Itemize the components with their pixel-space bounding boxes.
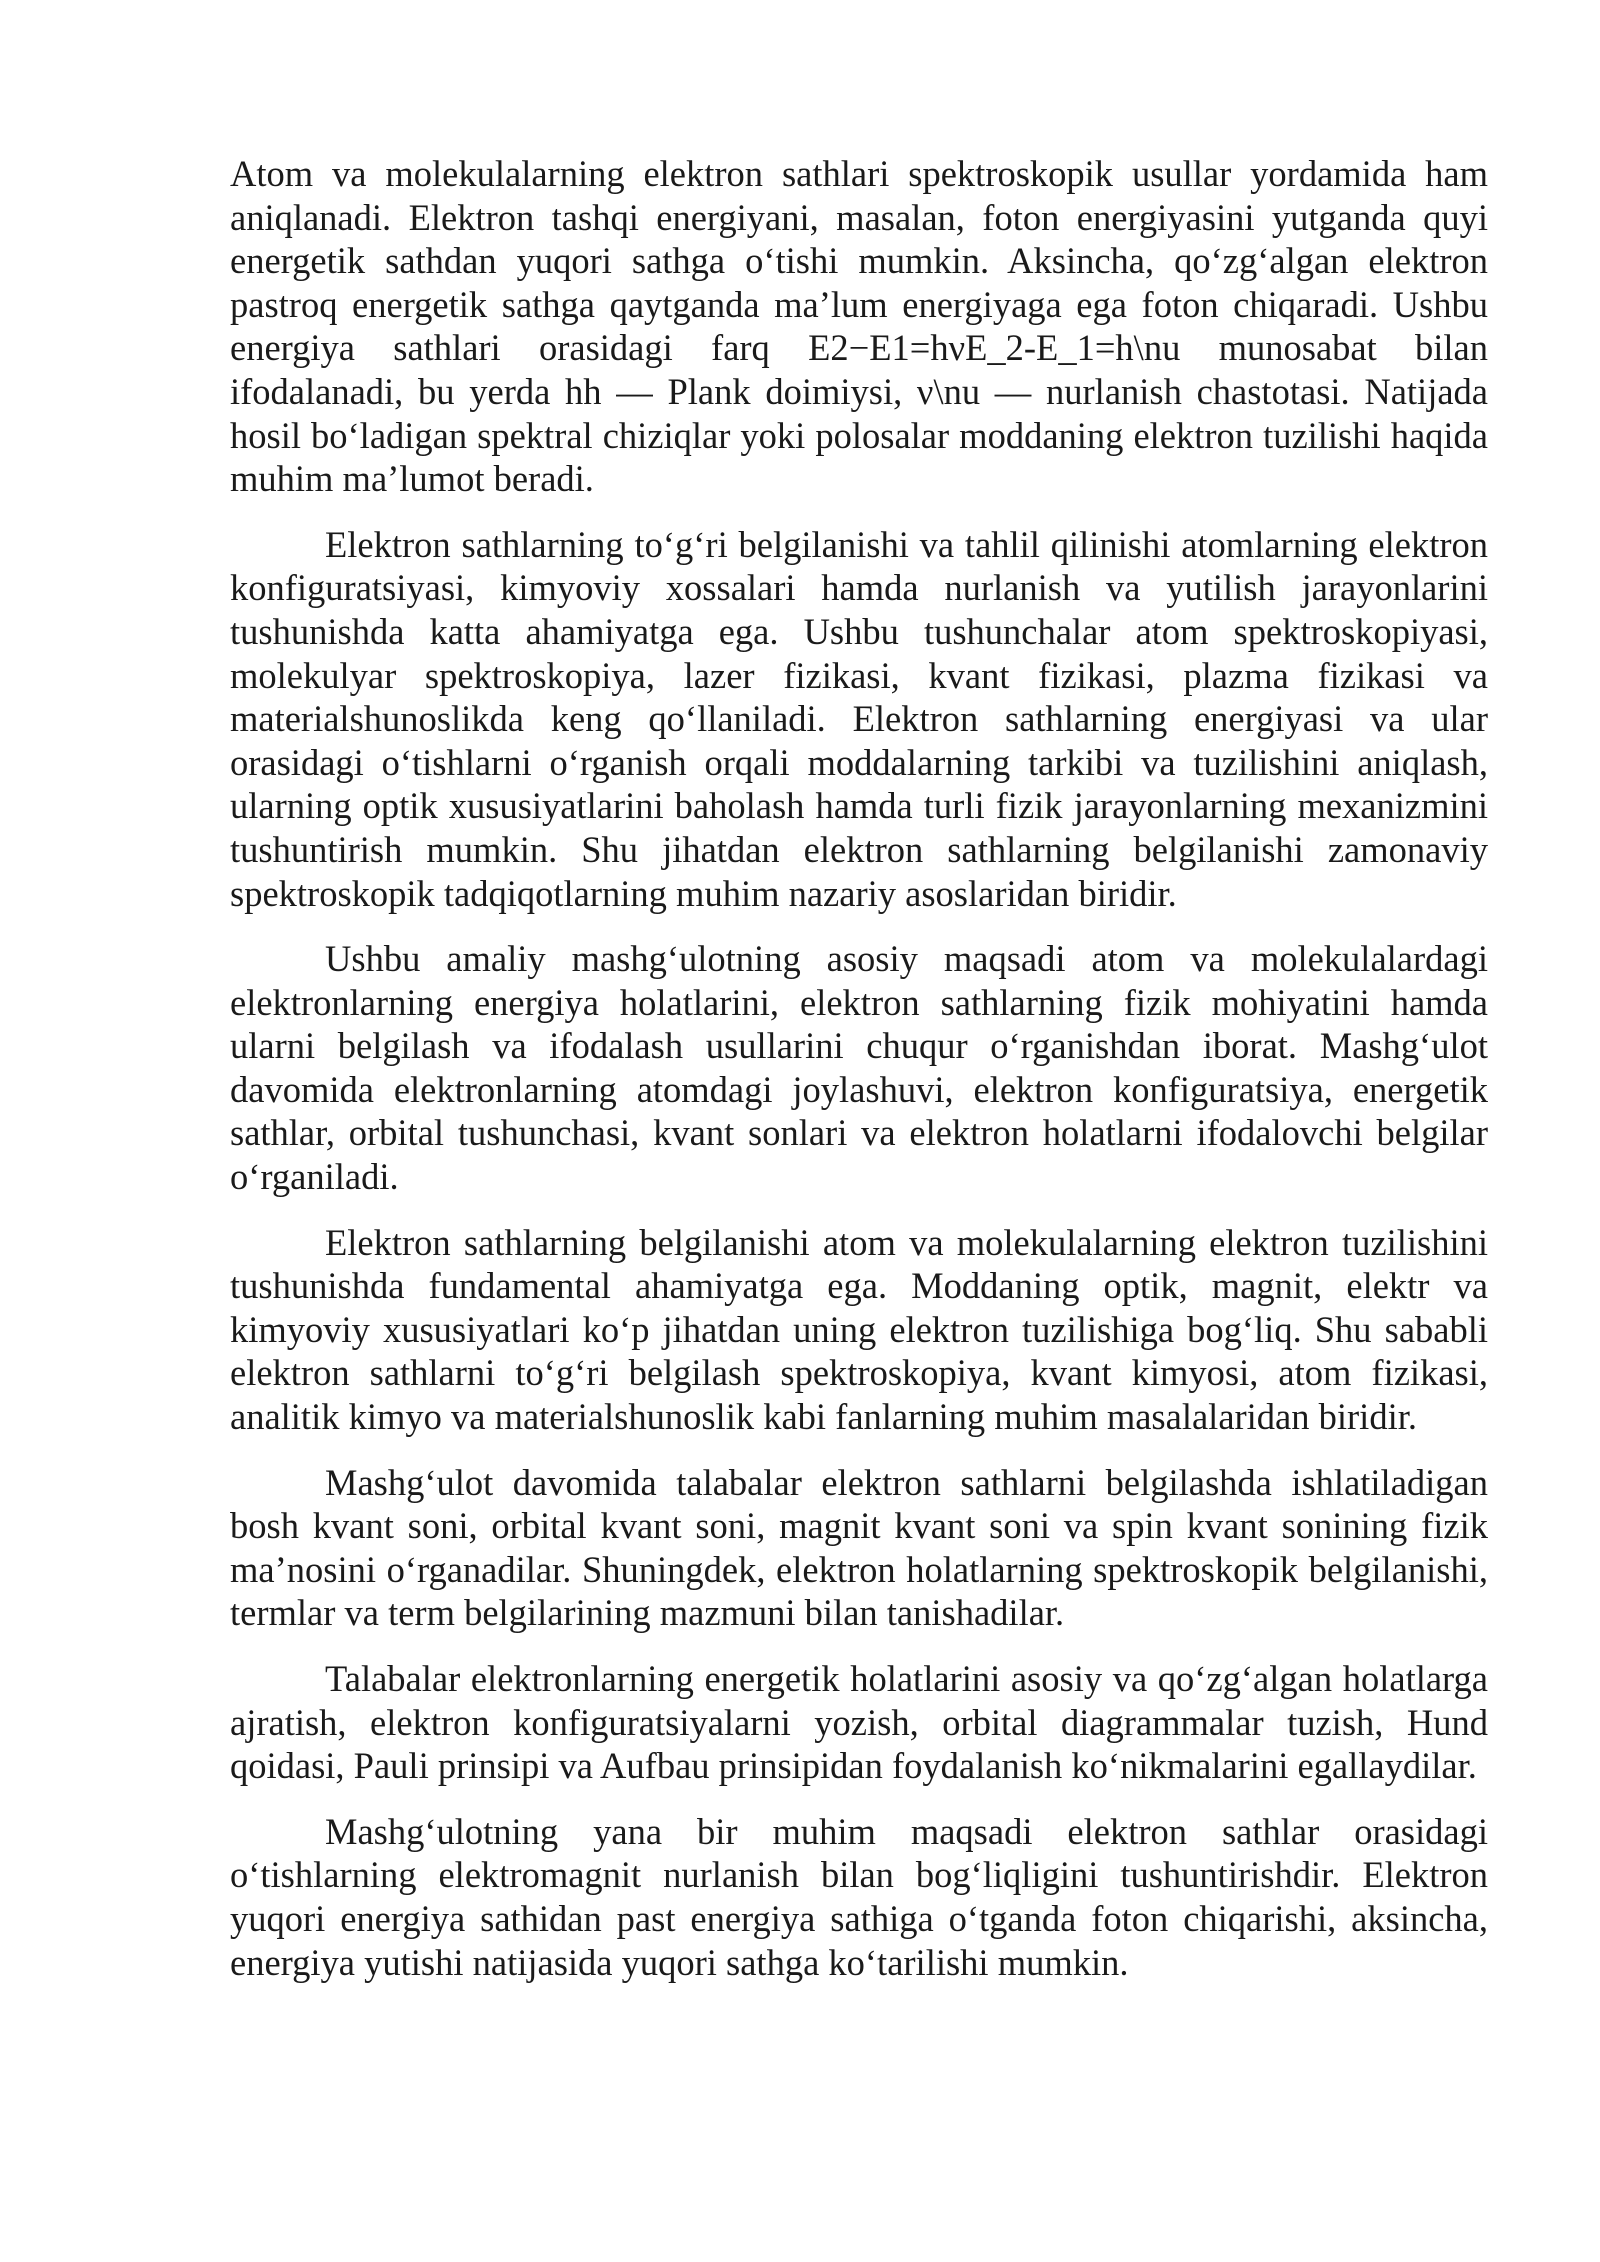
paragraph: Mashg‘ulot davomida talabalar elektron sathlarni belgilashda ishlatiladigan bosh kvant soni, orbital kvant soni, magnit kvant soni va spin kvant sonining fizik ma’nosini o‘rganadilar. Shuningdek, elektron holatlarning spektroskopik belgilanishi, termlar va term belgilarining mazmuni bilan tanishadilar. (230, 1461, 1488, 1634)
paragraph: Mashg‘ulotning yana bir muhim maqsadi elektron sathlar orasidagi o‘tishlarning elektromagnit nurlanish bilan bog‘liqligini tushuntirishdir. Elektron yuqori energiya sathidan past energiya sathiga o‘tganda foton chiqarishi, aksincha, energiya yutishi natijasida yuqori sathga ko‘tarilishi mumkin. (230, 1810, 1488, 1983)
body-text (230, 152, 1488, 2006)
paragraph: Atom va molekulalarning elektron sathlari spektroskopik usullar yordamida ham aniqlanadi. Elektron tashqi energiyani, masalan, foton energiyasini yutganda quyi energetik sathdan yuqori sathga o‘tishi mumkin. Aksincha, qo‘zg‘algan elektron pastroq energetik sathga qaytganda ma’lum energiyaga ega foton chiqaradi. Ushbu energiya sathlari orasidagi farq E2−E1=hνE_2-E_1=h\nu munosabat bilan ifodalanadi, bu yerda hh — Plank doimiysi, ν\nu — nurlanish chastotasi. Natijada hosil bo‘ladigan spektral chiziqlar yoki polosalar moddaning elektron tuzilishi haqida muhim ma’lumot beradi. (230, 153, 1488, 500)
paragraph: Ushbu amaliy mashg‘ulotning asosiy maqsadi atom va molekulalardagi elektronlarning energiya holatlarini, elektron sathlarning fizik mohiyatini hamda ularni belgilash va ifodalash usullarini chuqur o‘rganishdan iborat. Mashg‘ulot davomida elektronlarning atomdagi joylashuvi, elektron konfiguratsiya, energetik sathlar, orbital tushunchasi, kvant sonlari va elektron holatlarni ifodalovchi belgilar o‘rganiladi. (230, 938, 1488, 1198)
paragraph: Talabalar elektronlarning energetik holatlarini asosiy va qo‘zg‘algan holatlarga ajratish, elektron konfiguratsiyalarni yozish, orbital diagrammalar tuzish, Hund qoidasi, Pauli prinsipi va Aufbau prinsipidan foydalanish ko‘nikmalarini egallaydilar. (230, 1658, 1488, 1787)
paragraph: Elektron sathlarning to‘g‘ri belgilanishi va tahlil qilinishi atomlarning elektron konfiguratsiyasi, kimyoviy xossalari hamda nurlanish va yutilish jarayonlarini tushunishda katta ahamiyatga ega. Ushbu tushunchalar atom spektroskopiyasi, molekulyar spektroskopiya, lazer fizikasi, kvant fizikasi, plazma fizikasi va materialshunoslikda keng qo‘llaniladi. Elektron sathlarning energiyasi va ular orasidagi o‘tishlarni o‘rganish orqali moddalarning tarkibi va tuzilishini aniqlash, ularning optik xususiyatlarini baholash hamda turli fizik jarayonlarning mexanizmini tushuntirish mumkin. Shu jihatdan elektron sathlarning belgilanishi zamonaviy spektroskopik tadqiqotlarning muhim nazariy asoslaridan biridir. (230, 523, 1488, 914)
paragraph: Elektron sathlarning belgilanishi atom va molekulalarning elektron tuzilishini tushunishda fundamental ahamiyatga ega. Moddaning optik, magnit, elektr va kimyoviy xususiyatlari ko‘p jihatdan uning elektron tuzilishiga bog‘liq. Shu sababli elektron sathlarni to‘g‘ri belgilash spektroskopiya, kvant kimyosi, atom fizikasi, analitik kimyo va materialshunoslik kabi fanlarning muhim masalalaridan biridir. (230, 1221, 1488, 1438)
